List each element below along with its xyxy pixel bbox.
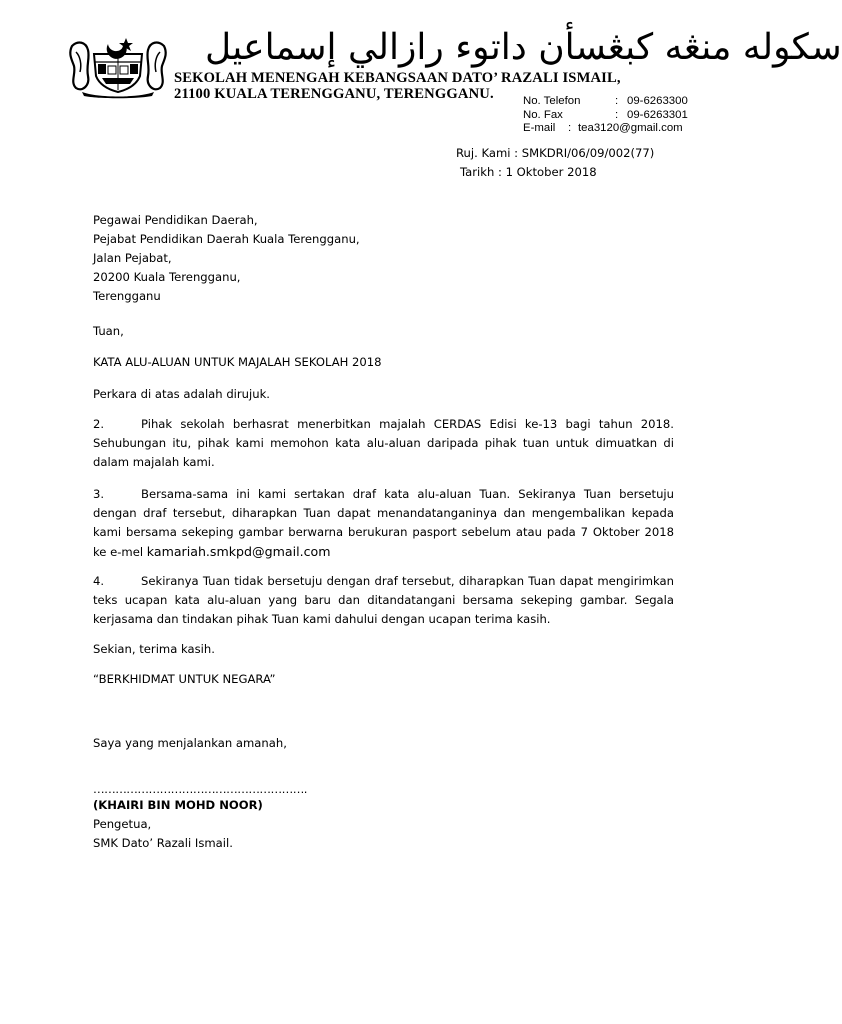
- email-separator: :: [568, 122, 572, 134]
- paragraph-2: [93, 415, 674, 472]
- phone-separator: :: [615, 95, 619, 107]
- jawi-school-name: سکوله منڠه کبڠسأن داتوء رازالي إسماعيل: [205, 27, 842, 68]
- paragraph-number: 3.: [93, 487, 105, 501]
- email-value: tea3120@gmail.com: [578, 122, 683, 134]
- signature-line: ………………………………………………….: [93, 782, 307, 796]
- closing-thanks: Sekian, terima kasih.: [93, 642, 215, 656]
- fax-row: [523, 109, 688, 123]
- signer-block: [93, 796, 674, 853]
- signer-name: (KHAIRI BIN MOHD NOOR): [93, 798, 263, 812]
- malaysia-coat-of-arms-logo: [68, 36, 168, 98]
- motto: “BERKHIDMAT UNTUK NEGARA”: [93, 672, 276, 686]
- recipient-line: Terengganu: [93, 289, 161, 303]
- email-row: [523, 122, 688, 136]
- subject-heading: KATA ALU-ALUAN UNTUK MAJALAH SEKOLAH 2018: [93, 355, 382, 369]
- reference-sentence: Perkara di atas adalah dirujuk.: [93, 387, 270, 401]
- contact-email-address: kamariah.smkpd@gmail.com: [146, 544, 331, 559]
- paragraph-text: Sekiranya Tuan tidak bersetuju dengan draf tersebut, diharapkan Tuan dapat mengirimkan teks ucapan kata alu-aluan yang baru dan ditandatangani bersama sekeping gambar. Segala kerjasama dan tindakan pihak Tuan kami dahului dengan ucapan terima kasih.: [93, 574, 674, 626]
- fax-value: 09-6263301: [627, 108, 688, 121]
- signer-school: SMK Dato’ Razali Ismail.: [93, 836, 233, 850]
- email-label: E-mail: [523, 122, 556, 134]
- contact-block: [523, 95, 688, 136]
- recipient-line: Jalan Pejabat,: [93, 251, 172, 265]
- recipient-line: 20200 Kuala Terengganu,: [93, 270, 241, 284]
- reference-block: [456, 144, 654, 182]
- phone-label: No. Telefon: [523, 95, 581, 107]
- paragraph-number: 4.: [93, 574, 105, 588]
- phone-row: [523, 95, 688, 109]
- paragraph-4: [93, 572, 674, 629]
- paragraph-text: Pihak sekolah berhasrat menerbitkan majalah CERDAS Edisi ke-13 bagi tahun 2018. Sehubungan itu, pihak kami memohon kata alu-aluan daripada pihak tuan untuk dimuatkan di dalam majalah kami.: [93, 417, 674, 469]
- paragraph-text: Bersama-sama ini kami sertakan draf kata alu-aluan Tuan. Sekiranya Tuan bersetuju dengan draf tersebut, diharapkan Tuan dapat menandatanganinya dan mengembalikan kepada kami bersama sekeping gambar berwarna berukuran pasport sebelum atau pada 7 Oktober 2018 ke e-mel: [93, 487, 674, 559]
- signer-title: Pengetua,: [93, 817, 152, 831]
- fax-label: No. Fax: [523, 108, 563, 121]
- closing-amanah: Saya yang menjalankan amanah,: [93, 736, 287, 750]
- salutation: Tuan,: [93, 324, 124, 338]
- recipient-line: Pegawai Pendidikan Daerah,: [93, 213, 258, 227]
- reference-number: Ruj. Kami : SMKDRI/06/09/002(77): [456, 146, 655, 160]
- recipient-address: [93, 211, 674, 306]
- fax-separator: :: [615, 108, 619, 121]
- paragraph-3: [93, 485, 674, 562]
- paragraph-number: 2.: [93, 417, 105, 431]
- letter-date: Tarikh : 1 Oktober 2018: [460, 165, 597, 179]
- school-name-line1: SEKOLAH MENENGAH KEBANGSAAN DATO’ RAZALI ISMAIL,: [174, 70, 621, 86]
- recipient-line: Pejabat Pendidikan Daerah Kuala Terengganu,: [93, 232, 360, 246]
- phone-value: 09-6263300: [627, 95, 688, 107]
- school-address-line2: 21100 KUALA TERENGGANU, TERENGGANU.: [174, 86, 494, 102]
